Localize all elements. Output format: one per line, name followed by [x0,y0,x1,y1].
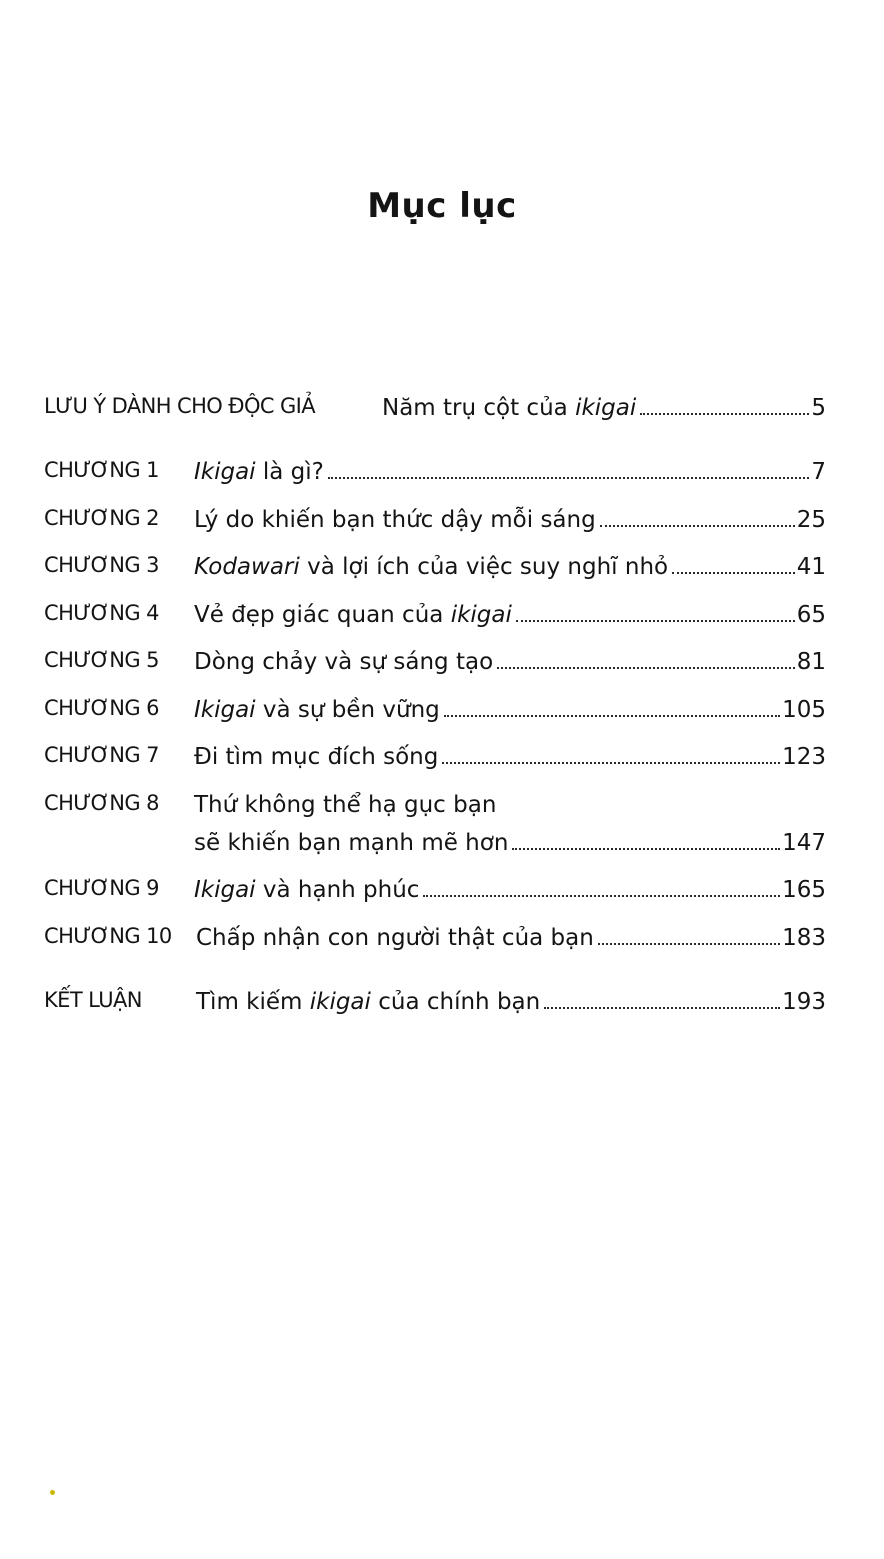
toc-entry-label: CHƯƠNG 8 [44,791,159,815]
toc-page-number: 147 [782,830,826,856]
dot-leader [600,525,795,527]
dot-leader [497,667,795,669]
toc-page-number: 183 [782,925,826,951]
dot-leader [442,762,780,764]
toc-entry-title [194,876,419,904]
decorative-dot [50,1490,55,1495]
toc-entry-label: CHƯƠNG 5 [44,648,159,672]
toc-entry-label: LƯU Ý DÀNH CHO ĐỘC GIẢ [44,394,316,418]
toc-title-text: sẽ khiến bạn mạnh mẽ hơn [194,830,509,856]
toc-entry-label: CHƯƠNG 3 [44,553,159,577]
toc-entry-label: CHƯƠNG 1 [44,458,159,482]
dot-leader [598,943,780,945]
toc-title-italic-term: ikigai [450,602,512,628]
toc-entry-title [382,394,636,422]
toc-page-number: 5 [811,395,826,421]
toc-entry-label: KẾT LUẬN [44,988,142,1012]
toc-entry-title [194,743,438,771]
toc-title-text: Đi tìm mục đích sống [194,744,439,770]
toc-page-number: 193 [782,989,826,1015]
toc-entry-label: CHƯƠNG 10 [44,924,172,948]
toc-title-text: là gì? [255,459,324,485]
dot-leader [423,895,780,897]
toc-title-italic-term: Kodawari [194,554,300,580]
dot-leader [516,620,795,622]
toc-entry-title-line: Thứ không thể hạ gục bạn [194,792,497,818]
toc-entry-title [194,458,324,486]
toc-title-text: Lý do khiến bạn thức dậy mỗi sáng [194,507,596,533]
toc-entry-title [194,829,508,857]
toc-entry-title [196,988,540,1016]
toc-title-italic-term: Ikigai [194,697,256,723]
toc-entry-title [194,553,668,581]
toc-title-text: Năm trụ cột của [382,395,576,421]
toc-page-number: 123 [782,744,826,770]
toc-entry-title [196,924,594,952]
toc-entry-label: CHƯƠNG 9 [44,876,159,900]
toc-page-number: 25 [796,507,826,533]
toc-page-number: 65 [796,602,826,628]
toc-title-text: Dòng chảy và sự sáng tạo [194,649,494,675]
dot-leader [444,715,780,717]
toc-entry-title [194,506,596,534]
toc-title-italic-term: ikigai [309,989,371,1015]
toc-title-italic-term: Ikigai [194,877,256,903]
toc-entry-label: CHƯƠNG 6 [44,696,159,720]
toc-title-text: Chấp nhận con người thật của bạn [196,925,594,951]
toc-page-number: 105 [782,697,826,723]
toc-entry-title [194,601,512,629]
dot-leader [512,848,780,850]
toc-page-number: 41 [796,554,826,580]
page-title: Mục lục [367,186,517,226]
dot-leader [672,572,795,574]
dot-leader [640,413,809,415]
dot-leader [328,477,809,479]
toc-title-italic-term: Ikigai [194,459,256,485]
toc-title-text: Vẻ đẹp giác quan của [194,602,451,628]
toc-title-italic-term: ikigai [575,395,637,421]
toc-title-text: và hạnh phúc [255,877,420,903]
toc-entry-title [194,648,493,676]
toc-title-text: của chính bạn [370,989,541,1015]
toc-title-text: Tìm kiếm [196,989,310,1015]
toc-entry-label: CHƯƠNG 2 [44,506,159,530]
toc-page-number: 81 [796,649,826,675]
toc-title-text: và sự bền vững [255,697,440,723]
toc-page-number: 165 [782,877,826,903]
toc-entry-label: CHƯƠNG 7 [44,743,159,767]
toc-title-text: và lợi ích của việc suy nghĩ nhỏ [299,554,669,580]
toc-entry-title [194,696,440,724]
toc-entry-label: CHƯƠNG 4 [44,601,159,625]
dot-leader [544,1007,780,1009]
toc-page-number: 7 [811,459,826,485]
